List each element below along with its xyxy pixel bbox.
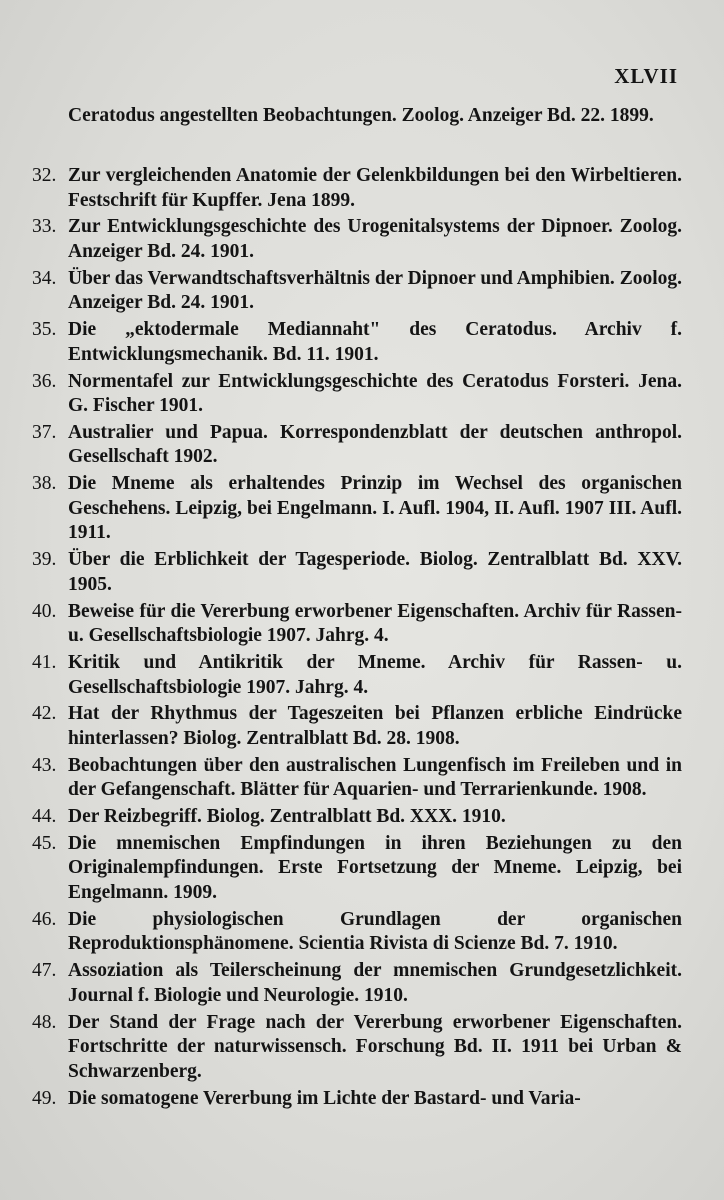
bibliography-entry	[32, 472, 682, 546]
bibliography-entry	[32, 651, 682, 700]
page-number: XLVII	[614, 64, 678, 88]
entry-number: 37.	[32, 421, 57, 443]
entry-number: 32.	[32, 165, 57, 186]
entry-text: Beweise für die Vererbung erworbener Eigenschaften. Archiv für Rassen- u. Gesellschaftsbiologie 1907. Jahrg. 4.	[68, 600, 682, 647]
bibliography-entry	[32, 702, 682, 751]
entry-number: 40.	[32, 600, 57, 622]
entry-text: Die somatogene Vererbung im Lichte der Bastard- und Varia-	[68, 1087, 581, 1109]
bibliography-entry	[32, 421, 682, 470]
bibliography-entry	[32, 370, 682, 419]
bibliography-entry	[32, 164, 682, 213]
bibliography-list	[32, 164, 682, 1113]
bibliography-entry	[32, 959, 682, 1008]
bibliography-entry	[32, 1011, 682, 1085]
entry-text: Zur vergleichenden Anatomie der Gelenkbildungen bei den Wirbeltieren. Festschrift für Kupffer. Jena 1899.	[68, 165, 682, 211]
bibliography-entry	[32, 754, 682, 803]
bibliography-entry	[32, 318, 682, 367]
entry-number: 39.	[32, 549, 57, 571]
entry-number: 44.	[32, 806, 57, 828]
bibliography-entry	[32, 832, 682, 906]
entry-number: 45.	[32, 832, 57, 854]
entry-text: Kritik und Antikritik der Mneme. Archiv für Rassen- u. Gesellschaftsbiologie 1907. Jahrg. 4.	[68, 651, 682, 698]
entry-number: 36.	[32, 370, 57, 392]
bibliography-entry	[32, 600, 682, 649]
entry-number: 42.	[32, 703, 57, 725]
entry-text: Australier und Papua. Korrespondenzblatt der deutschen anthropol. Gesellschaft 1902.	[68, 421, 682, 468]
entry-number: 46.	[32, 908, 57, 930]
entry-text: Beobachtungen über den australischen Lungenfisch im Freileben und in der Gefangenschaft. Blätter für Aquarien- und Terrarienkunde. 1908.	[68, 754, 682, 801]
entry-text: Die physiologischen Grundlagen der organischen Reproduktionsphänomene. Scientia Rivista di Scienze Bd. 7. 1910.	[68, 908, 682, 955]
entry-text: Die „ektodermale Mediannaht" des Ceratodus. Archiv f. Entwicklungsmechanik. Bd. 11. 1901.	[68, 319, 682, 365]
entry-text: Der Reizbegriff. Biolog. Zentralblatt Bd. XXX. 1910.	[68, 806, 506, 828]
entry-text: Über die Erblichkeit der Tagesperiode. Biolog. Zentralblatt Bd. XXV. 1905.	[68, 549, 682, 595]
entry-number: 43.	[32, 754, 57, 776]
entry-text: Assoziation als Teilerscheinung der mnemischen Grundgesetzlichkeit. Journal f. Biologie und Neurologie. 1910.	[68, 960, 682, 1006]
entry-number: 49.	[32, 1087, 57, 1109]
entry-text: Die Mneme als erhaltendes Prinzip im Wechsel des organischen Geschehens. Leipzig, bei Engelmann. I. Aufl. 1904, II. Aufl. 1907 III. Aufl. 1911.	[68, 473, 682, 544]
entry-number: 38.	[32, 473, 57, 495]
entry-number: 47.	[32, 960, 57, 982]
entry-text: Über das Verwandtschaftsverhältnis der Dipnoer und Amphibien. Zoolog. Anzeiger Bd. 24. 1901.	[68, 267, 682, 314]
entry-number: 41.	[32, 651, 57, 673]
entry-text: Zur Entwicklungsgeschichte des Urogenitalsystems der Dipnoer. Zoolog. Anzeiger Bd. 24. 1901.	[68, 216, 682, 262]
bibliography-entry	[32, 548, 682, 597]
bibliography-entry	[32, 1087, 682, 1112]
continued-entry-text: Ceratodus angestellten Beobachtungen. Zoolog. Anzeiger Bd. 22. 1899.	[68, 105, 654, 126]
entry-number: 35.	[32, 319, 57, 341]
entry-text: Hat der Rhythmus der Tageszeiten bei Pflanzen erbliche Eindrücke hinterlassen? Biolog. Zentralblatt Bd. 28. 1908.	[68, 703, 682, 749]
bibliography-entry	[32, 215, 682, 264]
bibliography-entry	[32, 908, 682, 957]
entry-text: Die mnemischen Empfindungen in ihren Beziehungen zu den Originalempfindungen. Erste Fortsetzung der Mneme. Leipzig, bei Engelmann. 1909.	[68, 832, 682, 904]
entry-number: 48.	[32, 1011, 57, 1033]
entry-number: 33.	[32, 216, 57, 238]
entry-text: Normentafel zur Entwicklungsgeschichte des Ceratodus Forsteri. Jena. G. Fischer 1901.	[68, 370, 682, 417]
entry-number: 34.	[32, 267, 57, 289]
bibliography-entry	[32, 805, 682, 830]
entry-text: Der Stand der Frage nach der Vererbung erworbener Eigenschaften. Fortschritte der naturwissensch. Forschung Bd. II. 1911 bei Urban & Schwarzenberg.	[68, 1011, 682, 1082]
bibliography-entry	[32, 267, 682, 316]
